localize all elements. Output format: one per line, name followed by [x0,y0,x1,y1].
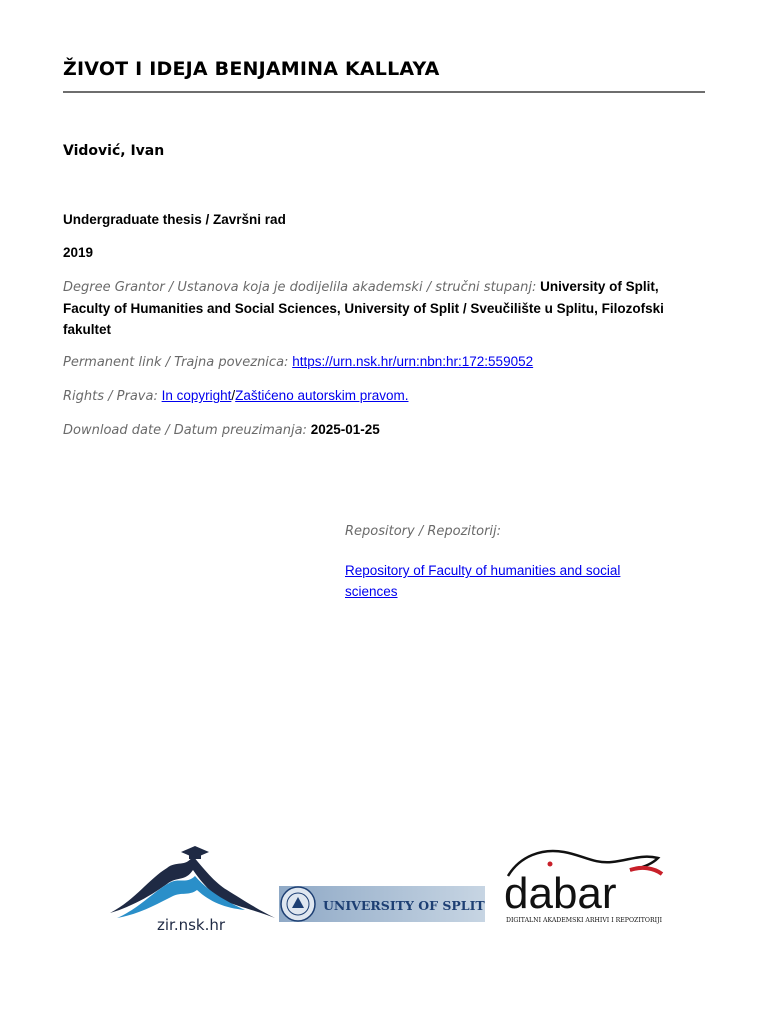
dabar-subtitle: DIGITALNI AKADEMSKI ARHIVI I REPOZITORIJI [506,917,663,924]
degree-grantor-value: University of Split, Faculty of Humanities and Social Sciences, University of Split / Sveučilište u Splitu, Filozofski fakultet [63,279,664,337]
rights-label: Rights / Prava: [63,389,158,404]
repository-label: Repository / Repozitorij: [345,524,502,539]
dabar-text: dabar [504,869,617,918]
thesis-year: 2019 [63,245,94,260]
rights-link-zasticeno[interactable]: Zaštićeno autorskim pravom. [235,388,409,403]
repository-link-block [345,560,645,602]
zir-text: zir.nsk.hr [157,916,226,934]
logos-row [0,830,768,940]
author-name: Vidović, Ivan [63,143,165,159]
download-date [63,419,380,441]
download-date-label: Download date / Datum preuzimanja: [63,423,307,438]
permanent-link [63,351,533,373]
zir-cap-base [189,853,201,859]
degree-grantor [63,276,703,340]
university-of-split-logo [279,884,485,926]
thesis-type: Undergraduate thesis / Završni rad [63,212,286,227]
dabar-eye [548,862,553,867]
page-title: ŽIVOT I IDEJA BENJAMINA KALLAYA [63,58,440,80]
permanent-link-url[interactable]: https://urn.nsk.hr/urn:nbn:hr:172:559052 [292,354,534,369]
rights [63,385,408,407]
dabar-tail [630,868,662,874]
repository-link[interactable]: Repository of Faculty of humanities and social sciences [345,563,621,599]
download-date-value: 2025-01-25 [310,422,380,437]
title-divider [63,91,705,93]
rights-link-in-copyright[interactable]: In copyright [161,388,232,403]
degree-grantor-label: Degree Grantor / Ustanova koja je dodijelila akademski / stručni stupanj: [63,280,537,295]
rights-separator: / [231,388,236,403]
university-text: UNIVERSITY OF SPLIT [323,898,485,913]
dabar-logo [502,844,667,926]
permanent-link-label: Permanent link / Trajna poveznica: [63,355,289,370]
zir-logo [105,838,280,938]
